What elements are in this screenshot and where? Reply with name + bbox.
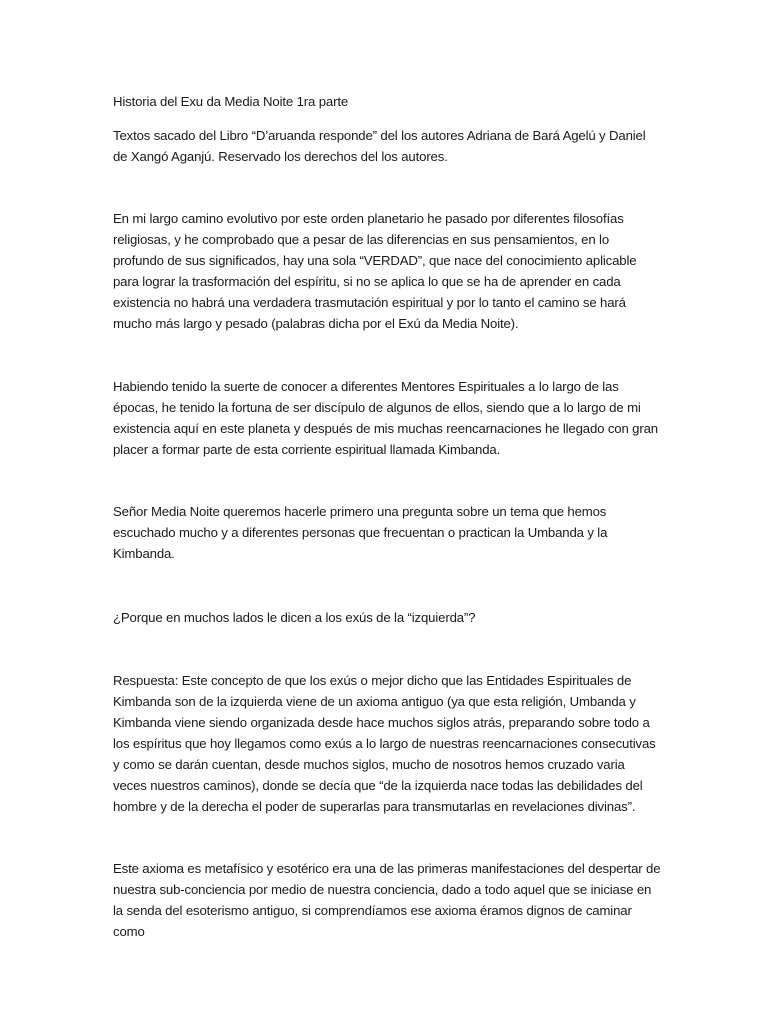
paragraph-answer: Respuesta: Este concepto de que los exús o mejor dicho que las Entidades Espirituales de Kimbanda son de la izquierda viene de un axioma antiguo (ya que esta religión, Umbanda y Kimbanda viene siendo organizada desde hace muchos siglos atrás, preparando sobre todo a los espíritus que hoy llegamos como exús a lo largo de nuestras reencarnaciones consecutivas y como se darán cuentan, desde muchos siglos, mucho de nosotros hemos cruzado varia veces nuestros caminos), donde se decía que “de la izquierda nace todas las debilidades del hombre y de la derecha el poder de superarlas para transmutarlas en revelaciones divinas”. bbox=[113, 673, 656, 814]
paragraph-axiom: Este axioma es metafísico y esotérico era una de las primeras manifestaciones del despertar de nuestra sub-conciencia por medio de nuestra conciencia, dado a todo aquel que se iniciase en la senda del esoterismo antiguo, si comprendíamos ese axioma éramos dignos de caminar como bbox=[113, 861, 661, 939]
document-title: Historia del Exu da Media Noite 1ra parte bbox=[113, 94, 349, 109]
paragraph-mentors: Habiendo tenido la suerte de conocer a diferentes Mentores Espirituales a lo largo de las épocas, he tenido la fortuna de ser discípulo de algunos de ellos, siendo que a lo largo de mi existencia aquí en este planeta y después de mis muchas reencarnaciones he llegado con gran placer a formar parte de esta corriente espiritual llamada Kimbanda. bbox=[113, 379, 658, 457]
paragraph-source-note: Textos sacado del Libro “D’aruanda responde” del los autores Adriana de Bará Agelú y Daniel de Xangó Aganjú. Reservado los derechos del los autores. bbox=[113, 128, 646, 164]
paragraph-intro: En mi largo camino evolutivo por este orden planetario he pasado por diferentes filosofías religiosas, y he comprobado que a pesar de las diferencias en sus pensamientos, en lo profundo de sus significados, hay una sola “VERDAD”, que nace del conocimiento aplicable para lograr la trasformación del espíritu, si no se aplica lo que se ha de aprender en cada existencia no habrá una verdadera trasmutación espiritual y por lo tanto el camino se hará mucho más largo y pesado (palabras dicha por el Exú da Media Noite). bbox=[113, 211, 637, 331]
paragraph-question: ¿Porque en muchos lados le dicen a los exús de la “izquierda”? bbox=[113, 610, 476, 625]
paragraph-question-intro: Señor Media Noite queremos hacerle primero una pregunta sobre un tema que hemos escuchado mucho y a diferentes personas que frecuentan o practican la Umbanda y la Kimbanda. bbox=[113, 504, 608, 561]
